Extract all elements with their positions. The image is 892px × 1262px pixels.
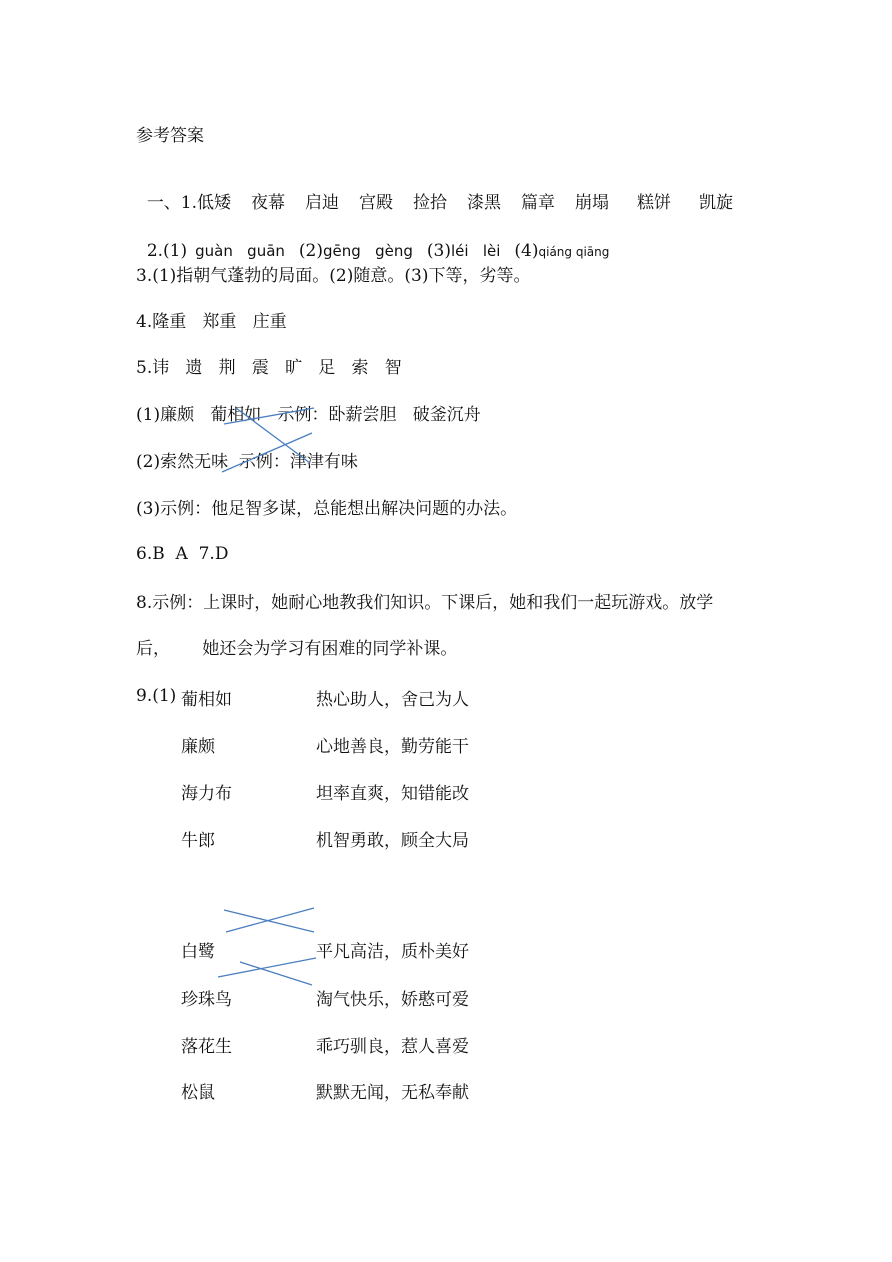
q9-part2-left-1: 白鹭 bbox=[181, 942, 215, 962]
match-line bbox=[222, 433, 312, 472]
match-line bbox=[218, 958, 316, 977]
q9-part2-left-4: 松鼠 bbox=[181, 1083, 215, 1103]
q9-part1-left-3: 海力布 bbox=[181, 784, 232, 804]
q2-num: (1) bbox=[163, 241, 188, 261]
q5-line: 5.讳 遗 荆 震 旷 足 索 智 bbox=[136, 358, 402, 378]
q9-part2-left-2: 珍珠鸟 bbox=[181, 990, 232, 1010]
q1-word: 捡拾 bbox=[413, 193, 448, 213]
q9-part1-right-1: 热心助人，舍己为人 bbox=[316, 690, 469, 710]
q2-num: (4) bbox=[514, 241, 539, 261]
q1-prefix: 一、1. bbox=[146, 193, 198, 213]
q2-pinyin: gēng gèng bbox=[323, 242, 413, 260]
q9-part1-left-4: 牛郎 bbox=[181, 831, 215, 851]
q9-prefix: 9.(1) bbox=[136, 686, 177, 706]
q9-part1-right-4: 机智勇敢，顾全大局 bbox=[316, 831, 469, 851]
q9-part1-right-3: 坦率直爽，知错能改 bbox=[316, 784, 469, 804]
q1-word: 启迪 bbox=[305, 193, 340, 213]
q9-part1-left-1: 葡相如 bbox=[181, 690, 232, 710]
q9-part2-right-1: 平凡高洁，质朴美好 bbox=[316, 942, 469, 962]
q1-word: 宫殿 bbox=[359, 193, 394, 213]
q8-line2: 后， 她还会为学习有困难的同学补课。 bbox=[136, 639, 458, 659]
q1-word: 崩塌 bbox=[575, 193, 610, 213]
q9-part2-right-2: 淘气快乐，娇憨可爱 bbox=[316, 990, 469, 1010]
q2-num: (3) bbox=[426, 241, 451, 261]
q2-pinyin: guàn guān bbox=[195, 242, 285, 260]
q3-line: 3.(1)指朝气蓬勃的局面。(2)随意。(3)下等，劣等。 bbox=[136, 266, 531, 286]
q2-pinyin: qiáng qiāng bbox=[538, 245, 610, 259]
q1-word: 低矮 bbox=[197, 193, 232, 213]
q2-pinyin: léi lèi bbox=[450, 242, 501, 260]
match-line bbox=[224, 408, 314, 424]
q1-word: 凯旋 bbox=[699, 193, 734, 213]
q4-line: 4.隆重 郑重 庄重 bbox=[136, 312, 287, 332]
q2-num: (2) bbox=[298, 241, 323, 261]
q1-word: 夜幕 bbox=[251, 193, 286, 213]
q5-sub1: (1)廉颇 葡相如 示例：卧薪尝胆 破釜沉舟 bbox=[136, 405, 481, 425]
q9-part2-right-4: 默默无闻，无私奉献 bbox=[316, 1083, 469, 1103]
q6-q7-line: 6.B A 7.D bbox=[136, 544, 229, 564]
q5-sub3: (3)示例：他足智多谋，总能想出解决问题的办法。 bbox=[136, 499, 518, 519]
answer-title: 参考答案 bbox=[136, 126, 204, 146]
q5-sub2: (2)索然无味 示例：津津有味 bbox=[136, 452, 358, 472]
q9-part1-left-2: 廉颇 bbox=[181, 737, 215, 757]
q1-word: 漆黑 bbox=[467, 193, 502, 213]
q9-part1-right-2: 心地善良，勤劳能干 bbox=[316, 737, 469, 757]
match-line bbox=[236, 408, 310, 463]
q2-prefix: 2. bbox=[146, 241, 164, 261]
q9-part2-right-3: 乖巧驯良，惹人喜爱 bbox=[316, 1037, 469, 1057]
q8-line1: 8.示例：上课时，她耐心地教我们知识。下课后，她和我们一起玩游戏。放学 bbox=[136, 593, 714, 613]
q9-part2-left-3: 落花生 bbox=[181, 1037, 232, 1057]
q1-word: 篇章 bbox=[521, 193, 556, 213]
q1-word: 糕饼 bbox=[637, 193, 672, 213]
